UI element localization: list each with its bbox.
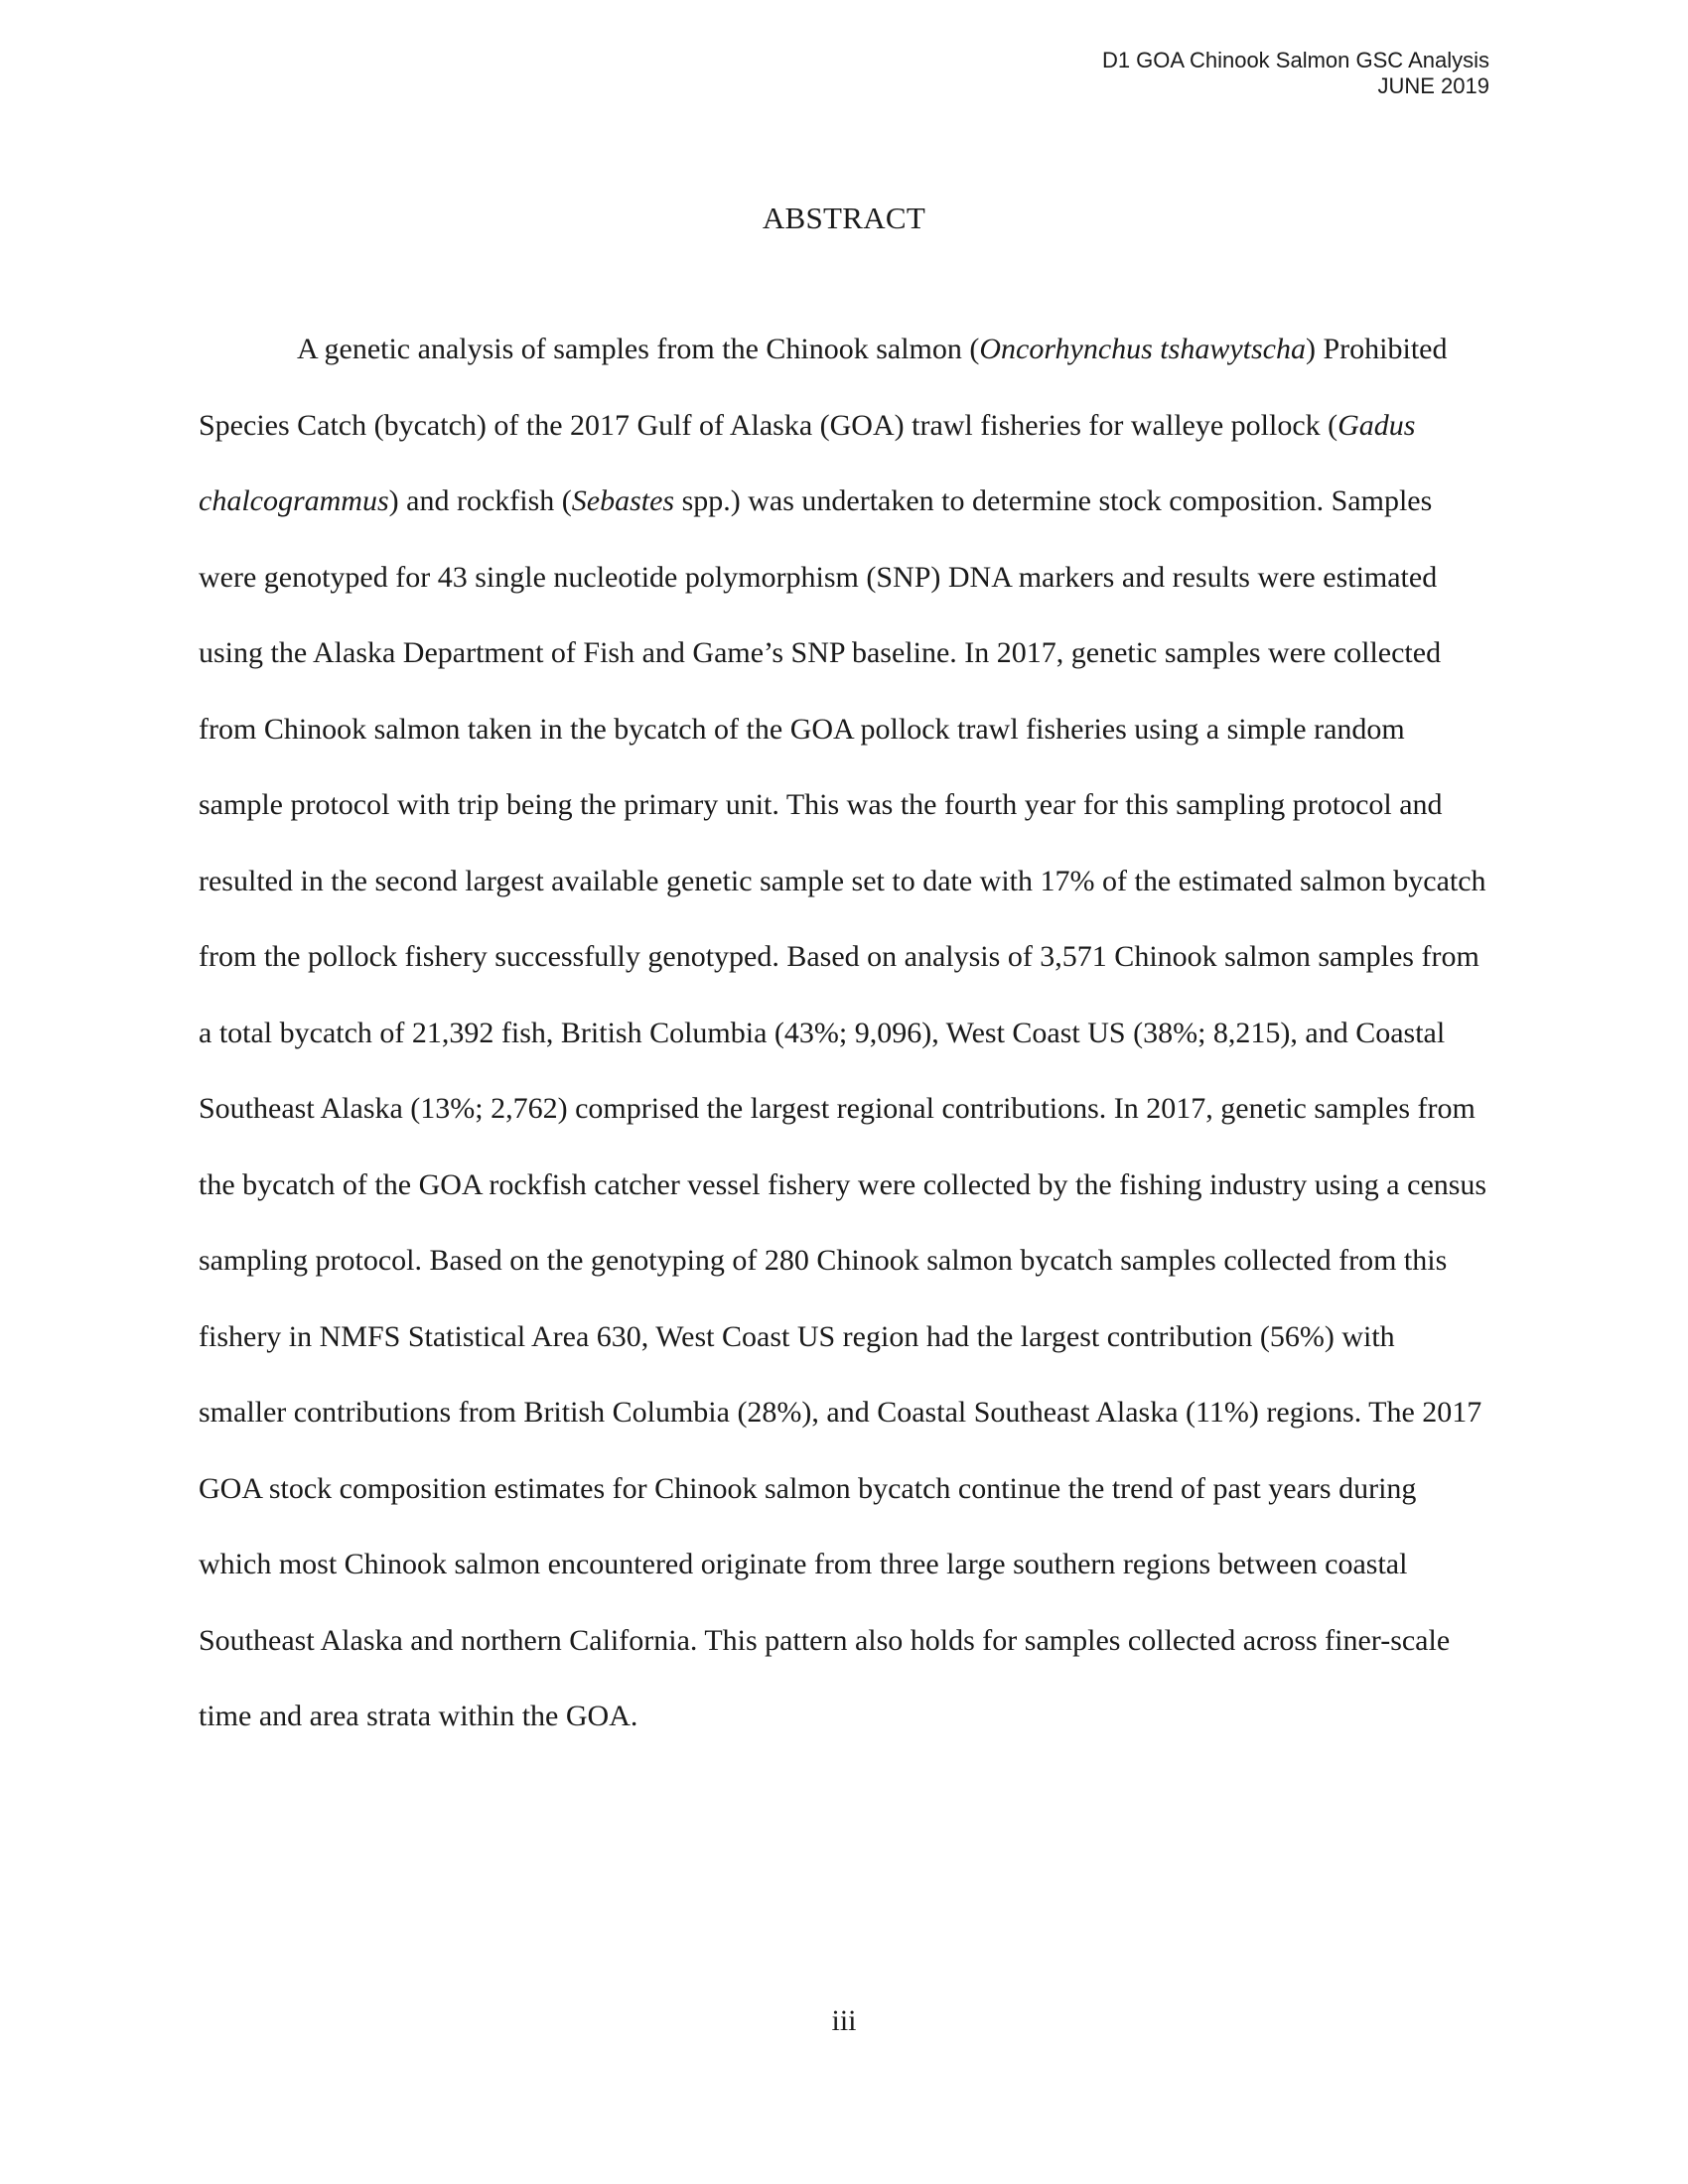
abstract-text-1: A genetic analysis of samples from the Chinook salmon (	[297, 333, 980, 365]
page-number: iii	[831, 2004, 857, 2037]
species-name-pollock: Gadus chalcogrammus	[199, 408, 1416, 517]
running-header	[1102, 48, 1489, 99]
header-date: JUNE 2019	[1377, 73, 1489, 98]
abstract-paragraph	[199, 312, 1489, 1755]
genus-name-rockfish: Sebastes	[571, 484, 675, 517]
species-name-chinook: Oncorhynchus tshawytscha	[979, 333, 1306, 365]
abstract-text-4: spp.) was undertaken to determine stock composition. Samples were genotyped for 43 single nucleotide polymorphism (SNP) DNA markers and results were estimated using the Alaska Department of Fish and Game’s SNP baseline. In 2017, genetic samples were collected from Chinook salmon taken in the bycatch of the GOA pollock trawl fisheries using a simple random sample protocol with trip being the primary unit. This was the fourth year for this sampling protocol and resulted in the second largest available genetic sample set to date with 17% of the estimated salmon bycatch from the pollock fishery successfully genotyped. Based on analysis of 3,571 Chinook salmon samples from a total bycatch of 21,392 fish, British Columbia (43%; 9,096), West Coast US (38%; 8,215), and Coastal Southeast Alaska (13%; 2,762) comprised the largest regional contributions. In 2017, genetic samples from the bycatch of the GOA rockfish catcher vessel fishery were collected by the fishing industry using a census sampling protocol. Based on the genotyping of 280 Chinook salmon bycatch samples collected from this fishery in NMFS Statistical Area 630, West Coast US region had the largest contribution (56%) with smaller contributions from British Columbia (28%), and Coastal Southeast Alaska (11%) regions. The 2017 GOA stock composition estimates for Chinook salmon bycatch continue the trend of past years during which most Chinook salmon encountered originate from three large southern regions between coastal Southeast Alaska and northern California. This pattern also holds for samples collected across finer-scale time and area strata within the GOA.	[199, 484, 1487, 1732]
abstract-text-2: ) Prohibited Species Catch (bycatch) of the 2017 Gulf of Alaska (GOA) trawl fisheries for walleye pollock (	[199, 333, 1448, 442]
section-title: ABSTRACT	[762, 201, 926, 235]
abstract-text-3: ) and rockfish (	[388, 484, 572, 517]
header-report-title: D1 GOA Chinook Salmon GSC Analysis	[1101, 48, 1489, 72]
